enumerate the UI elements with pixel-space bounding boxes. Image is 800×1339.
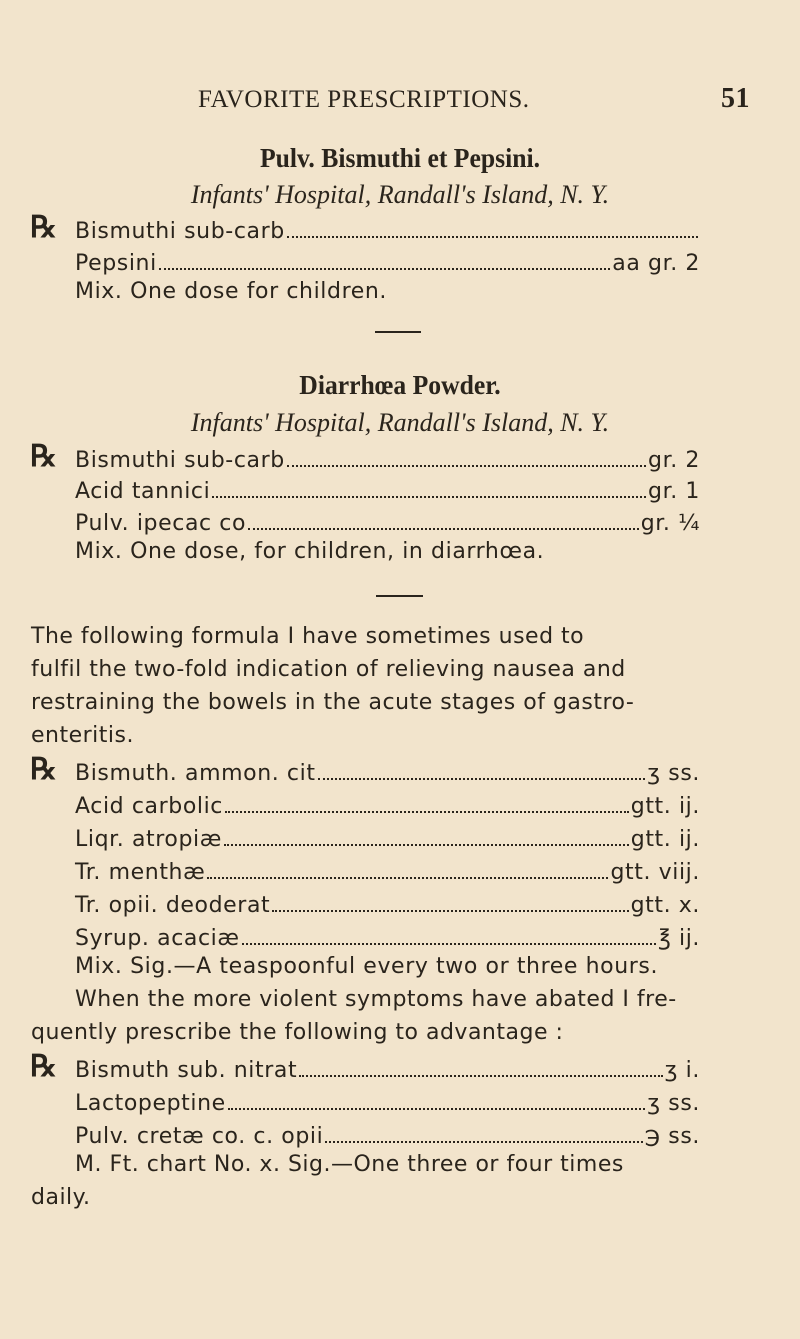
section2-source: Infants' Hospital, Randall's Island, N. Y. [190, 408, 610, 437]
section3-directions: Mix. Sig.—A teaspoonful every two or three hours. [75, 954, 659, 979]
ingredient-line: Tr. menthæ gtt. viij. [75, 860, 700, 885]
ingredient-line: Pepsini aa gr. 2 [75, 251, 700, 276]
ingredient-line: Pulv. cretæ co. c. opii ℈ ss. [75, 1124, 700, 1149]
ingredient-line: Liqr. atropiæ gtt. ij. [75, 827, 700, 852]
section4-directions-cont: daily. [31, 1185, 91, 1210]
ingredient-line: Bismuth. ammon. cit ʒ ss. [75, 761, 700, 786]
ingredient-line: Acid carbolic gtt. ij. [75, 794, 700, 819]
paragraph-line: fulfil the two-fold indication of relieving nausea and [31, 657, 626, 682]
rx-symbol: ℞ [30, 753, 57, 786]
page-number: 51 [721, 83, 750, 114]
section-divider [375, 331, 421, 333]
ingredient-line: Pulv. ipecac co gr. ¼ [75, 511, 700, 536]
section2-directions: Mix. One dose, for children, in diarrhœa. [75, 539, 545, 564]
section-divider [376, 595, 423, 597]
header-title: FAVORITE PRESCRIPTIONS. [198, 86, 530, 113]
section1-source: Infants' Hospital, Randall's Island, N. Y. [190, 180, 610, 209]
rx-symbol: ℞ [30, 440, 57, 473]
paragraph-line: enteritis. [31, 723, 134, 748]
ingredient-line: Bismuth sub. nitrat ʒ i. [75, 1058, 700, 1083]
rx-symbol: ℞ [30, 1050, 57, 1083]
ingredient-line: Bismuthi sub-carb [75, 212, 700, 244]
section1-title: Pulv. Bismuthi et Pepsini. [259, 143, 541, 173]
section1-directions: Mix. One dose for children. [75, 279, 388, 304]
rx-symbol: ℞ [30, 211, 57, 244]
paragraph-line: restraining the bowels in the acute stages of gastro- [31, 690, 635, 715]
ingredient-line: Acid tannici gr. 1 [75, 479, 700, 504]
paragraph-line: The following formula I have sometimes used to [31, 624, 585, 649]
paragraph-line: When the more violent symptoms have abated I fre- [75, 987, 677, 1012]
ingredient-line: Tr. opii. deoderat gtt. x. [75, 893, 700, 918]
section4-directions: M. Ft. chart No. x. Sig.—One three or four times [75, 1152, 624, 1177]
ingredient-line: Syrup. acaciæ ℥ ij. [75, 926, 700, 951]
section2-title: Diarrhœa Powder. [299, 370, 501, 400]
ingredient-line: Lactopeptine ʒ ss. [75, 1091, 700, 1116]
paragraph-line: quently prescribe the following to advantage : [31, 1020, 564, 1045]
ingredient-line: Bismuthi sub-carb gr. 2 [75, 448, 700, 473]
